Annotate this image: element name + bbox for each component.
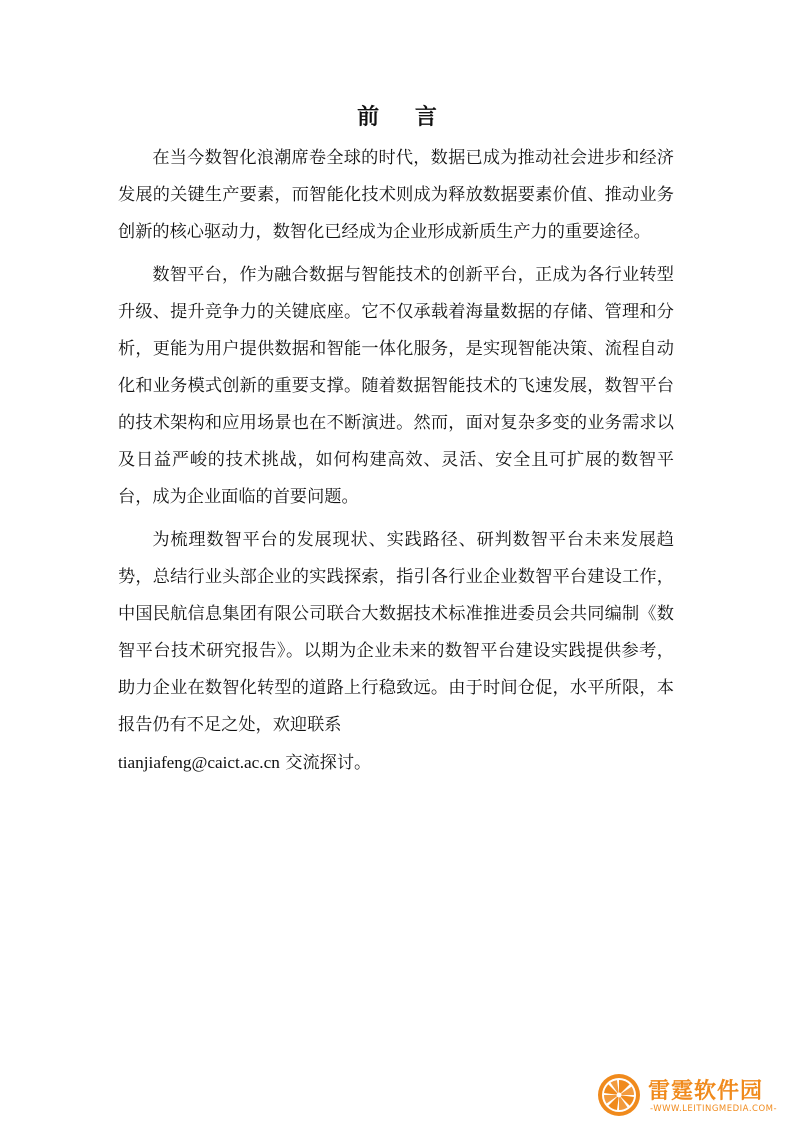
contact-email: tianjiafeng@caict.ac.cn [118, 753, 280, 772]
watermark-brand: 雷霆软件园 [648, 1079, 764, 1104]
paragraph-2: 数智平台，作为融合数据与智能技术的创新平台，正成为各行业转型升级、提升竞争力的关键底座。它不仅承载着海量数据的存储、管理和分析，更能为用户提供数据和智能一体化服务，是实现智能决策、流程自动化和业务模式创新的重要支撑。随着数据智能技术的飞速发展，数智平台的技术架构和应用场景也在不断演进。然而，面对复杂多变的业务需求以及日益严峻的技术挑战，如何构建高效、灵活、安全且可扩展的数智平台，成为企业面临的首要问题。 [118, 265, 674, 507]
watermark-url: -WWW.LEITINGMEDIA.COM- [650, 1104, 778, 1114]
page-title: 前 言 [357, 105, 451, 130]
orange-slice-icon [596, 1072, 642, 1118]
watermark [596, 1072, 791, 1120]
contact-suffix: 交流探讨。 [279, 753, 372, 773]
paragraph-3-text: 为梳理数智平台的发展现状、实践路径、研判数智平台未来发展趋势，总结行业头部企业的实践探索，指引各行业企业数智平台建设工作，中国民航信息集团有限公司联合大数据技术标准推进委员会共同编制《数智平台技术研究报告》。以期为企业未来的数智平台建设实践提供参考，助力企业在数智化转型的道路上行稳致远。由于时间仓促，水平所限，本报告仍有不足之处，欢迎联系 [118, 530, 674, 735]
paragraph-3 [118, 522, 674, 782]
paragraph-1: 在当今数智化浪潮席卷全球的时代，数据已成为推动社会进步和经济发展的关键生产要素，而智能化技术则成为释放数据要素价值、推动业务创新的核心驱动力，数智化已经成为企业形成新质生产力的重要途径。 [118, 148, 674, 242]
body-text [118, 140, 674, 788]
